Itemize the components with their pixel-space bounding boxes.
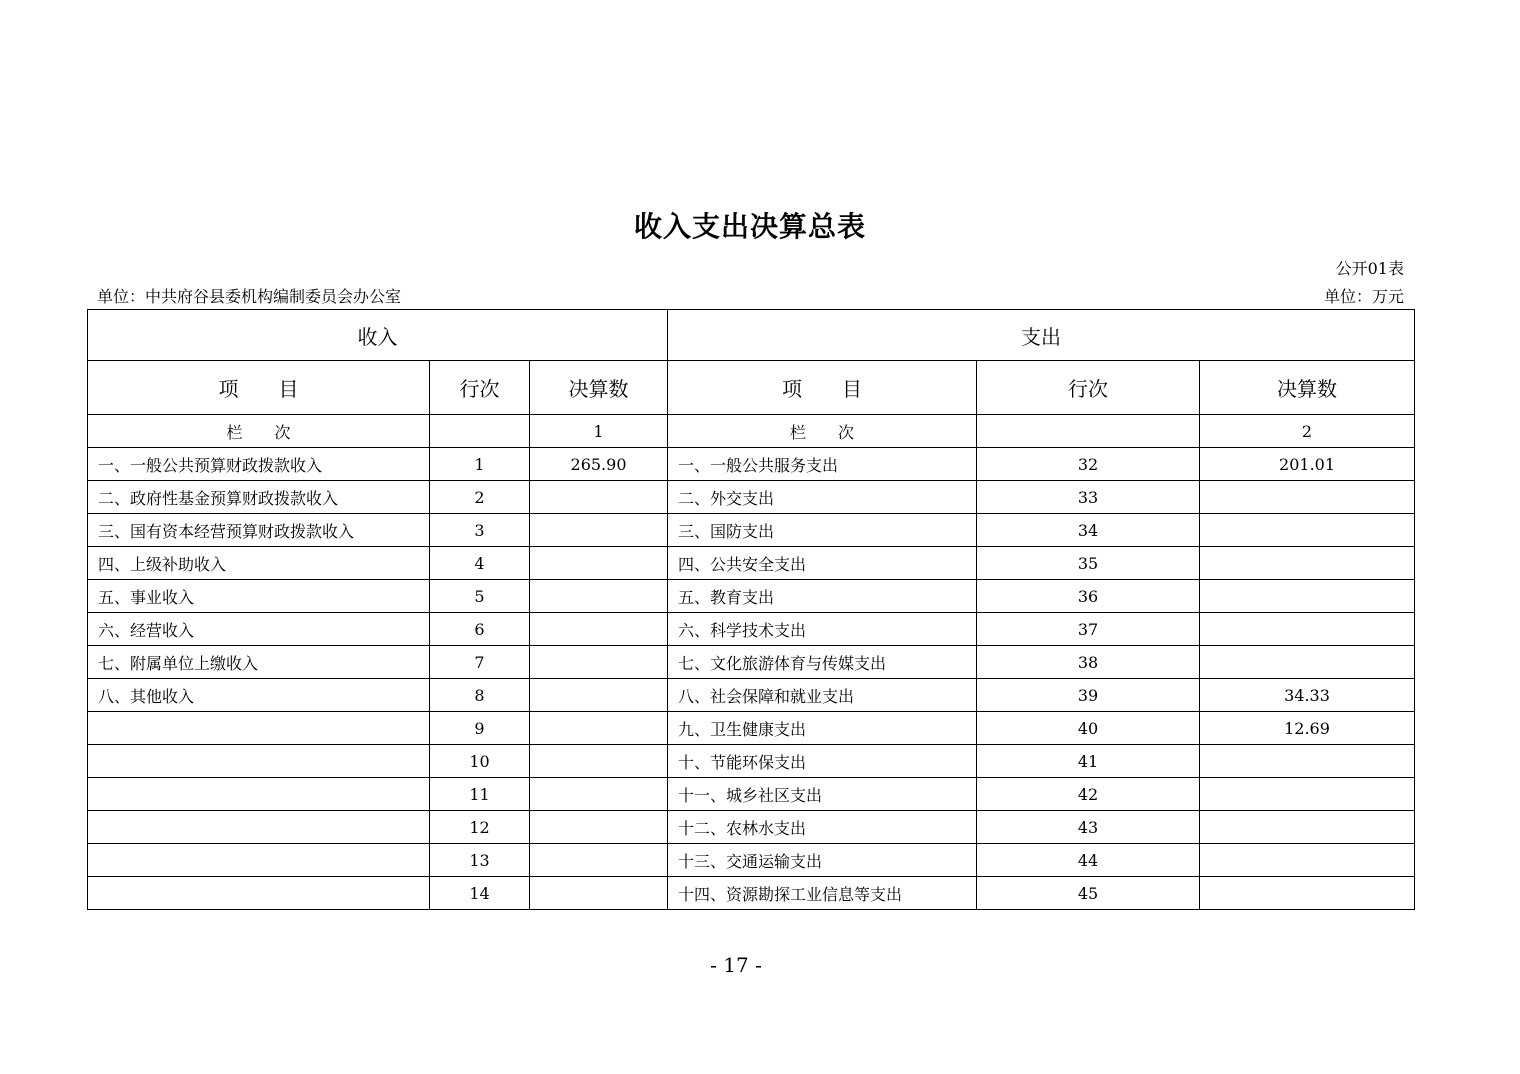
- table-row: [88, 811, 1415, 844]
- expense-line-cell: 45: [977, 877, 1200, 910]
- expense-line-cell: 39: [977, 679, 1200, 712]
- table-row: [88, 580, 1415, 613]
- income-group-header: 收入: [88, 310, 668, 361]
- income-line-cell: 11: [430, 778, 530, 811]
- income-item-cell: [88, 844, 430, 877]
- income-line-blank: [430, 415, 530, 448]
- income-amount-cell: [530, 811, 668, 844]
- income-amount-cell: [530, 580, 668, 613]
- expense-group-header: 支出: [668, 310, 1415, 361]
- expense-item-header: 项 目: [668, 361, 977, 415]
- income-amount-cell: [530, 877, 668, 910]
- expense-item-cell: 八、社会保障和就业支出: [668, 679, 977, 712]
- group-header-row: [88, 310, 1415, 361]
- income-item-cell: 七、附属单位上缴收入: [88, 646, 430, 679]
- income-amount-cell: [530, 514, 668, 547]
- expense-line-cell: 32: [977, 448, 1200, 481]
- expense-item-cell: 十四、资源勘探工业信息等支出: [668, 877, 977, 910]
- expense-item-cell: 十一、城乡社区支出: [668, 778, 977, 811]
- income-item-cell: [88, 811, 430, 844]
- expense-amount-cell: 12.69: [1200, 712, 1415, 745]
- income-line-cell: 6: [430, 613, 530, 646]
- income-amount-header: 决算数: [530, 361, 668, 415]
- income-line-cell: 4: [430, 547, 530, 580]
- income-line-cell: 12: [430, 811, 530, 844]
- income-line-cell: 7: [430, 646, 530, 679]
- income-column-number: 1: [530, 415, 668, 448]
- table-row: [88, 778, 1415, 811]
- income-item-cell: [88, 877, 430, 910]
- income-amount-cell: [530, 679, 668, 712]
- income-amount-cell: [530, 646, 668, 679]
- expense-line-header: 行次: [977, 361, 1200, 415]
- expense-item-cell: 十、节能环保支出: [668, 745, 977, 778]
- form-code: 公开01表: [1335, 259, 1404, 278]
- income-item-cell: 五、事业收入: [88, 580, 430, 613]
- expense-line-cell: 42: [977, 778, 1200, 811]
- expense-line-cell: 35: [977, 547, 1200, 580]
- income-line-cell: 13: [430, 844, 530, 877]
- expense-amount-cell: [1200, 547, 1415, 580]
- expense-line-cell: 43: [977, 811, 1200, 844]
- expense-line-cell: 40: [977, 712, 1200, 745]
- income-line-cell: 10: [430, 745, 530, 778]
- expense-column-number: 2: [1200, 415, 1415, 448]
- expense-line-blank: [977, 415, 1200, 448]
- table-row: [88, 646, 1415, 679]
- expense-amount-cell: [1200, 646, 1415, 679]
- expense-line-cell: 36: [977, 580, 1200, 613]
- column-number-row: [88, 415, 1415, 448]
- income-item-cell: [88, 712, 430, 745]
- expense-amount-cell: [1200, 481, 1415, 514]
- expense-line-cell: 38: [977, 646, 1200, 679]
- income-line-cell: 14: [430, 877, 530, 910]
- expense-item-cell: 十二、农林水支出: [668, 811, 977, 844]
- income-amount-cell: [530, 745, 668, 778]
- income-item-cell: 三、国有资本经营预算财政拨款收入: [88, 514, 430, 547]
- page-title: 收入支出决算总表: [633, 210, 866, 243]
- table-row: [88, 877, 1415, 910]
- expense-amount-cell: [1200, 877, 1415, 910]
- expense-amount-cell: 201.01: [1200, 448, 1415, 481]
- table-row: [88, 613, 1415, 646]
- table-row: [88, 712, 1415, 745]
- expense-amount-cell: [1200, 844, 1415, 877]
- expense-column-label: 栏 次: [668, 415, 977, 448]
- table-row: [88, 514, 1415, 547]
- income-line-cell: 9: [430, 712, 530, 745]
- reporting-unit: 单位：中共府谷县委机构编制委员会办公室: [97, 287, 402, 306]
- expense-line-cell: 37: [977, 613, 1200, 646]
- expense-amount-cell: 34.33: [1200, 679, 1415, 712]
- income-line-cell: 8: [430, 679, 530, 712]
- expense-amount-cell: [1200, 811, 1415, 844]
- income-item-cell: 一、一般公共预算财政拨款收入: [88, 448, 430, 481]
- expense-amount-cell: [1200, 745, 1415, 778]
- expense-line-cell: 41: [977, 745, 1200, 778]
- income-amount-cell: [530, 613, 668, 646]
- expense-item-cell: 十三、交通运输支出: [668, 844, 977, 877]
- income-expense-summary-table: [87, 309, 1415, 910]
- income-amount-cell: [530, 712, 668, 745]
- expense-item-cell: 六、科学技术支出: [668, 613, 977, 646]
- income-amount-cell: [530, 844, 668, 877]
- currency-unit: 单位：万元: [1323, 287, 1404, 306]
- income-amount-cell: [530, 481, 668, 514]
- expense-line-cell: 33: [977, 481, 1200, 514]
- column-header-row: [88, 361, 1415, 415]
- expense-line-cell: 44: [977, 844, 1200, 877]
- table-row: [88, 448, 1415, 481]
- expense-amount-cell: [1200, 778, 1415, 811]
- expense-amount-cell: [1200, 514, 1415, 547]
- expense-item-cell: 一、一般公共服务支出: [668, 448, 977, 481]
- table-row: [88, 481, 1415, 514]
- income-item-cell: [88, 778, 430, 811]
- income-line-cell: 2: [430, 481, 530, 514]
- income-amount-cell: [530, 778, 668, 811]
- income-item-cell: 八、其他收入: [88, 679, 430, 712]
- income-item-cell: 六、经营收入: [88, 613, 430, 646]
- expense-amount-cell: [1200, 580, 1415, 613]
- table-row: [88, 745, 1415, 778]
- expense-amount-cell: [1200, 613, 1415, 646]
- page-number: - 17 -: [710, 953, 762, 977]
- income-item-cell: 四、上级补助收入: [88, 547, 430, 580]
- expense-item-cell: 七、文化旅游体育与传媒支出: [668, 646, 977, 679]
- income-amount-cell: 265.90: [530, 448, 668, 481]
- income-amount-cell: [530, 547, 668, 580]
- income-line-cell: 5: [430, 580, 530, 613]
- income-line-cell: 1: [430, 448, 530, 481]
- expense-item-cell: 九、卫生健康支出: [668, 712, 977, 745]
- table-row: [88, 844, 1415, 877]
- income-item-cell: 二、政府性基金预算财政拨款收入: [88, 481, 430, 514]
- expense-item-cell: 二、外交支出: [668, 481, 977, 514]
- table-row: [88, 547, 1415, 580]
- expense-line-cell: 34: [977, 514, 1200, 547]
- expense-item-cell: 三、国防支出: [668, 514, 977, 547]
- income-item-cell: [88, 745, 430, 778]
- expense-item-cell: 四、公共安全支出: [668, 547, 977, 580]
- income-line-cell: 3: [430, 514, 530, 547]
- income-line-header: 行次: [430, 361, 530, 415]
- income-column-label: 栏 次: [88, 415, 430, 448]
- expense-item-cell: 五、教育支出: [668, 580, 977, 613]
- table-row: [88, 679, 1415, 712]
- expense-amount-header: 决算数: [1200, 361, 1415, 415]
- income-item-header: 项 目: [88, 361, 430, 415]
